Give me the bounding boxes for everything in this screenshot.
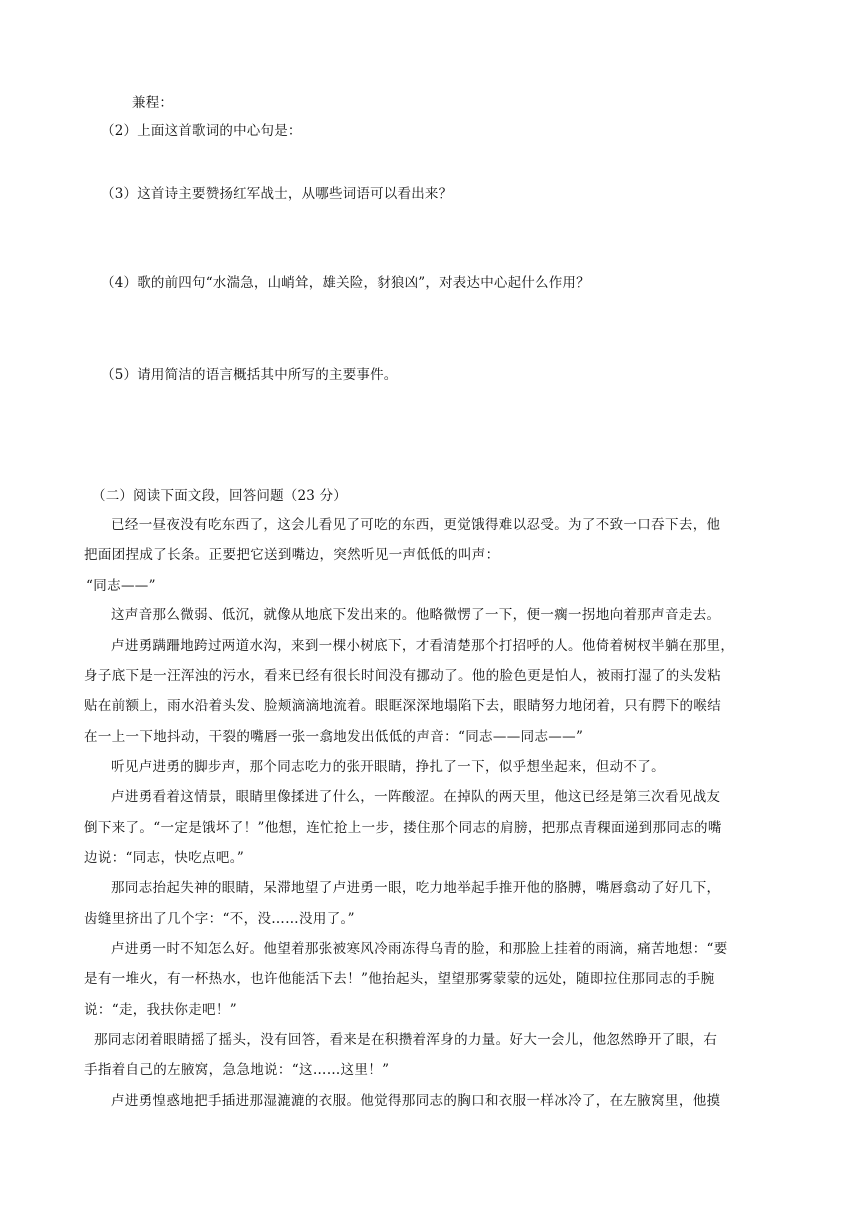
section-2-heading: （二）阅读下面文段，回答问题（23 分） xyxy=(92,488,347,504)
question-2: （2）上面这首歌词的中心句是： xyxy=(101,123,302,139)
passage-line-8: 在一上一下地抖动，干裂的嘴唇一张一翕地发出低低的声音：“同志——同志——” xyxy=(84,729,584,745)
passage-line-15: 卢进勇一时不知怎么好。他望着那张被寒风冷雨冻得乌青的脸，和那脸上挂着的雨滴，痛苦地想：“要 xyxy=(111,941,728,957)
passage-line-9: 听见卢进勇的脚步声，那个同志吃力的张开眼睛，挣扎了一下，似乎想坐起来，但动不了。 xyxy=(111,759,665,775)
question-5: （5）请用简洁的语言概括其中所写的主要事件。 xyxy=(101,367,398,383)
passage-line-18: 那同志闭着眼睛摇了摇头，没有回答，看来是在积攒着浑身的力量。好大一会儿，他忽然睁开了眼，右 xyxy=(94,1032,718,1048)
question-4: （4）歌的前四句“水湍急，山峭耸，雄关险，豺狼凶”，对表达中心起什么作用？ xyxy=(101,275,590,291)
passage-line-6: 身子底下是一汪浑浊的污水，看来已经有很长时间没有挪动了。他的脸色更是怕人，被雨打湿了的头发粘 xyxy=(84,668,722,684)
passage-line-10: 卢进勇看着这情景，眼睛里像揉进了什么，一阵酸涩。在掉队的两天里，他这已经是第三次看见战友 xyxy=(111,789,721,805)
question-1-tail: 兼程： xyxy=(132,95,174,111)
passage-line-19: 手指着自己的左腋窝，急急地说：“这……这里！” xyxy=(84,1062,390,1078)
passage-line-20: 卢进勇惶惑地把手插进那湿漉漉的衣服。他觉得那同志的胸口和衣服一样冰冷了，在左腋窝里，他摸 xyxy=(111,1093,721,1109)
passage-line-5: 卢进勇蹒跚地跨过两道水沟，来到一棵小树底下，才看清楚那个打招呼的人。他倚着树杈半躺在那里， xyxy=(111,638,735,654)
passage-line-13: 那同志抬起失神的眼睛，呆滞地望了卢进勇一眼，吃力地举起手推开他的胳膊，嘴唇翕动了好几下， xyxy=(111,880,721,896)
question-3: （3）这首诗主要赞扬红军战士，从哪些词语可以看出来？ xyxy=(101,186,453,202)
passage-line-16: 是有一堆火，有一杯热水，也许他能活下去！”他抬起头，望望那雾蒙蒙的远处，随即拉住那同志的手腕 xyxy=(84,971,715,987)
passage-line-2: 把面团捏成了长条。正要把它送到嘴边，突然听见一声低低的叫声： xyxy=(84,547,500,563)
passage-line-11: 倒下来了。“一定是饿坏了！”他想，连忙抢上一步，搂住那个同志的肩膀，把那点青稞面递到那同志的嘴 xyxy=(84,820,722,836)
passage-line-1: 已经一昼夜没有吃东西了，这会儿看见了可吃的东西，更觉饿得难以忍受。为了不致一口吞下去，他 xyxy=(111,517,721,533)
passage-line-7: 贴在前额上，雨水沿着头发、脸颊滴滴地流着。眼眶深深地塌陷下去，眼睛努力地闭着，只有腭下的喉结 xyxy=(84,698,722,714)
passage-line-14: 齿缝里挤出了几个字：“不，没……没用了。” xyxy=(84,911,355,927)
passage-line-12: 边说：“同志，快吃点吧。” xyxy=(84,850,245,866)
passage-line-3: “同志——” xyxy=(86,578,156,594)
passage-line-17: 说：“走，我扶你走吧！” xyxy=(84,1002,238,1018)
passage-line-4: 这声音那么微弱、低沉，就像从地底下发出来的。他略微愣了一下，便一瘸一拐地向着那声音走去。 xyxy=(111,607,721,623)
